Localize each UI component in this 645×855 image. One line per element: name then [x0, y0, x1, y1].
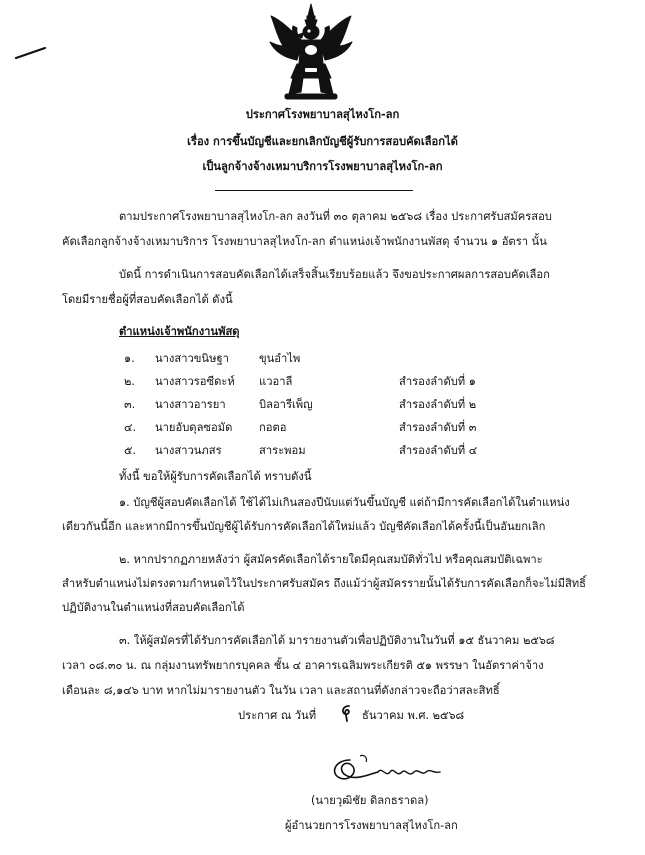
announce-date-prefix: ประกาศ ณ วันที่: [238, 709, 317, 722]
para2-line2: โดยมีรายชื่อผู้ที่สอบคัดเลือกได้ ดังนี้: [62, 293, 233, 306]
candidate-number: ๓.: [124, 398, 136, 411]
rule2-line2: สำหรับตำแหน่งไม่ตรงตามกำหนดไว้ในประกาศรับสมัคร ถึงแม้ว่าผู้สมัครรายนั้นได้รับการคัดเลือกก็จะไม่มีสิทธิ์: [62, 577, 587, 590]
rule1-line2: เดียวกันนี้อีก และหากมีการขึ้นบัญชีผู้ได้รับการคัดเลือกได้ใหม่แล้ว บัญชีคัดเลือกได้ครั้งนี้เป็นอันยกเลิก: [62, 520, 546, 533]
announce-date-suffix: ธันวาคม พ.ศ. ๒๕๖๘: [362, 709, 465, 722]
notice-intro: ทั้งนี้ ขอให้ผู้รับการคัดเลือกได้ ทราบดังนี้: [119, 470, 312, 483]
candidate-rank: สำรองลำดับที่ ๔: [399, 444, 478, 457]
candidate-last-name: แวอาลี: [259, 375, 293, 388]
candidate-first-name: นายอับดุลซอมัด: [155, 421, 233, 434]
candidate-number: ๑.: [124, 352, 135, 365]
para2-line1: บัดนี้ การดำเนินการสอบคัดเลือกได้เสร็จสิ้นเรียบร้อยแล้ว จึงขอประกาศผลการสอบคัดเลือก: [119, 268, 550, 281]
candidate-last-name: สาระพอม: [259, 444, 306, 457]
rule2-line3: ปฏิบัติงานในตำแหน่งที่สอบคัดเลือกได้: [62, 601, 245, 614]
candidate-rank: สำรองลำดับที่ ๒: [399, 398, 477, 411]
announcement-subject-line: เรื่อง การขึ้นบัญชีและยกเลิกบัญชีผู้รับการสอบคัดเลือกได้: [187, 135, 458, 148]
candidate-last-name: ขุนอำไพ: [259, 352, 301, 365]
rule2-line1: ๒. หากปรากฏภายหลังว่า ผู้สมัครคัดเลือกได้รายใดมีคุณสมบัติทั่วไป หรือคุณสมบัติเฉพาะ: [119, 553, 543, 566]
candidate-first-name: นางสาวอารยา: [155, 398, 226, 411]
candidate-first-name: นางสาวนภสร: [155, 444, 222, 457]
rule3-line3: เดือนละ ๘,๑๔๖ บาท หากไม่มารายงานตัว ในวัน เวลา และสถานที่ดังกล่าวจะถือว่าสละสิทธิ์: [62, 684, 500, 697]
candidate-first-name: นางสาวรอซีดะห์: [155, 375, 235, 388]
candidate-rank: สำรองลำดับที่ ๓: [399, 421, 477, 434]
signature: [320, 752, 470, 790]
pen-mark: [14, 45, 48, 61]
handwritten-day-mark: [339, 703, 353, 723]
rule3-line2: เวลา ๐๘.๓๐ น. ณ กลุ่มงานทรัพยากรบุคคล ชั้น ๔ อาคารเฉลิมพระเกียรติ ๕๑ พรรษา ในอัตราค่าจ้าง: [62, 659, 544, 672]
candidate-rank: สำรองลำดับที่ ๑: [399, 375, 476, 388]
garuda-emblem-icon: [265, 2, 357, 102]
candidate-last-name: บิลอารีเพ็ญ: [259, 398, 313, 411]
candidate-number: ๒.: [124, 375, 135, 388]
signer-title: ผู้อำนวยการโรงพยาบาลสุไหงโก-ลก: [285, 819, 458, 832]
rule1-line1: ๑. บัญชีผู้สอบคัดเลือกได้ ใช้ได้ไม่เกินสองปีนับแต่วันขึ้นบัญชี แต่ถ้ามีการคัดเลือกได้ในตำแหน่ง: [119, 496, 570, 509]
candidate-last-name: กอตอ: [259, 421, 287, 434]
announcement-org-line: ประกาศโรงพยาบาลสุไหงโก-ลก: [245, 108, 400, 121]
candidate-number: ๔.: [124, 421, 137, 434]
position-heading: ตำแหน่งเจ้าพนักงานพัสดุ: [119, 325, 240, 338]
rule3-line1: ๓. ให้ผู้สมัครที่ได้รับการคัดเลือกได้ มารายงานตัวเพื่อปฏิบัติงานในวันที่ ๑๕ ธันวาคม ๒๕๖๘: [119, 634, 555, 647]
announcement-subject-line-2: เป็นลูกจ้างจ้างเหมาบริการโรงพยาบาลสุไหงโก-ลก: [202, 160, 443, 173]
para1-line1: ตามประกาศโรงพยาบาลสุไหงโก-ลก ลงวันที่ ๓๐ ตุลาคม ๒๕๖๘ เรื่อง ประกาศรับสมัครสอบ: [119, 210, 552, 223]
para1-line2: คัดเลือกลูกจ้างจ้างเหมาบริการ โรงพยาบาลสุไหงโก-ลก ตำแหน่งเจ้าพนักงานพัสดุ จำนวน ๑ อัตรา นั้น: [62, 235, 547, 248]
header-divider: [215, 190, 413, 191]
candidate-number: ๕.: [124, 444, 137, 457]
candidate-first-name: นางสาวขนิษฐา: [155, 352, 229, 365]
signer-name: (นายวุฒิชัย ดิลกธราดล): [311, 794, 429, 807]
